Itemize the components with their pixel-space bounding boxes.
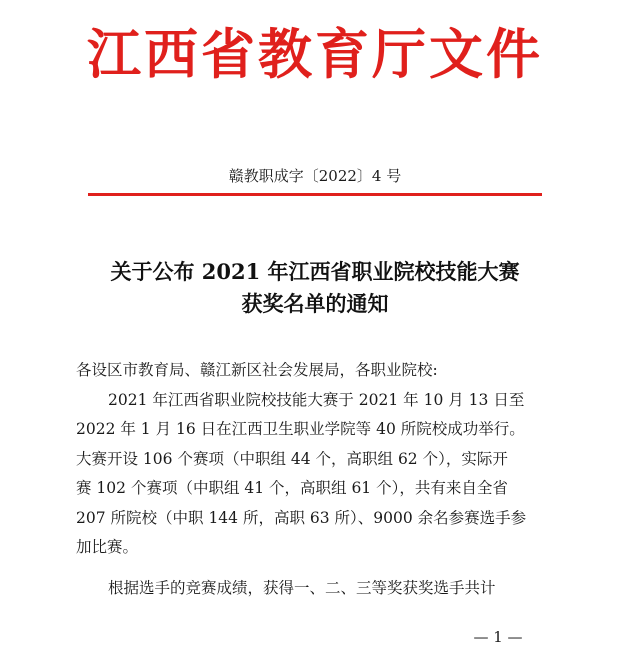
paragraph-1-line: 207 所院校（中职 144 所，高职 63 所）、9000 余名参赛选手参 [76,508,527,527]
notice-title-line-1: 关于公布 2021 年江西省职业院校技能大赛 [110,259,520,284]
notice-title [0,256,630,320]
paragraph-1-line: 2021 年江西省职业院校技能大赛于 2021 年 10 月 13 日至 [108,390,525,409]
document-number: 赣教职成字〔2022〕4 号 [228,167,402,185]
page-number: — 1 — [473,628,523,646]
notice-body [76,356,546,603]
notice-title-line-2: 获奖名单的通知 [241,291,389,316]
paragraph-1-line: 加比赛。 [76,538,139,556]
document-header-title: 江西省教育厅文件 [87,22,543,86]
paragraph-1-line: 2022 年 1 月 16 日在江西卫生职业学院等 40 所院校成功举行。 [76,420,525,438]
paragraph-1-line: 赛 102 个赛项（中职组 41 个，高职组 61 个），共有来自全省 [76,479,508,497]
paragraph-2-line: 根据选手的竞赛成绩，获得一、二、三等奖获奖选手共计 [108,578,496,597]
red-divider-line [88,193,542,196]
salutation: 各设区市教育局、赣江新区社会发展局，各职业院校: [76,361,438,379]
paragraph-1-line: 大赛开设 106 个赛项（中职组 44 个，高职组 62 个），实际开 [76,449,508,468]
